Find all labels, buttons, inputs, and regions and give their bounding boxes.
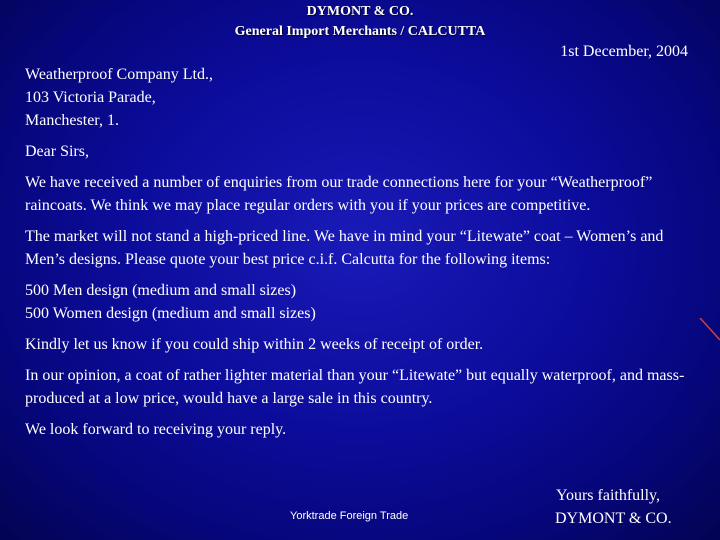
address-line: Manchester, 1.	[25, 112, 119, 129]
company-subtitle: General Import Merchants / CALCUTTA	[234, 24, 486, 39]
signatory: DYMONT & CO.	[555, 510, 672, 527]
letter-body	[25, 63, 695, 449]
paragraph-enquiries: We have received a number of enquiries from our trade connections here for your “Weatherproof” raincoats. We think we may place regular orders with you if your prices are competitive.	[25, 174, 653, 214]
valediction: Yours faithfully,	[556, 487, 661, 504]
paragraph-closing: We look forward to receiving your reply.	[25, 421, 287, 438]
footer-text: Yorktrade Foreign Trade	[290, 510, 409, 522]
address-line: Weatherproof Company Ltd.,	[25, 66, 213, 83]
letterhead	[0, 2, 720, 42]
signature-block	[555, 484, 672, 530]
order-item: 500 Men design (medium and small sizes)	[25, 282, 297, 299]
paragraph-market: The market will not stand a high-priced line. We have in mind your “Litewate” coat – Women’s and Men’s designs. Please quote your best price c.i.f. Calcutta for the following items:	[25, 228, 664, 268]
address-line: 103 Victoria Parade,	[25, 89, 156, 106]
paragraph-opinion: In our opinion, a coat of rather lighter material than your “Litewate” but equally waterproof, and mass-produced at a low price, would have a large sale in this country.	[25, 367, 685, 407]
paragraph-shipping: Kindly let us know if you could ship within 2 weeks of receipt of order.	[25, 336, 484, 353]
company-name: DYMONT & CO.	[306, 4, 414, 19]
decorative-line	[698, 318, 720, 348]
order-item: 500 Women design (medium and small sizes)	[25, 305, 316, 322]
salutation: Dear Sirs,	[25, 143, 89, 160]
recipient-address	[25, 63, 695, 132]
order-items	[25, 279, 695, 325]
letter-date: 1st December, 2004	[560, 43, 688, 60]
